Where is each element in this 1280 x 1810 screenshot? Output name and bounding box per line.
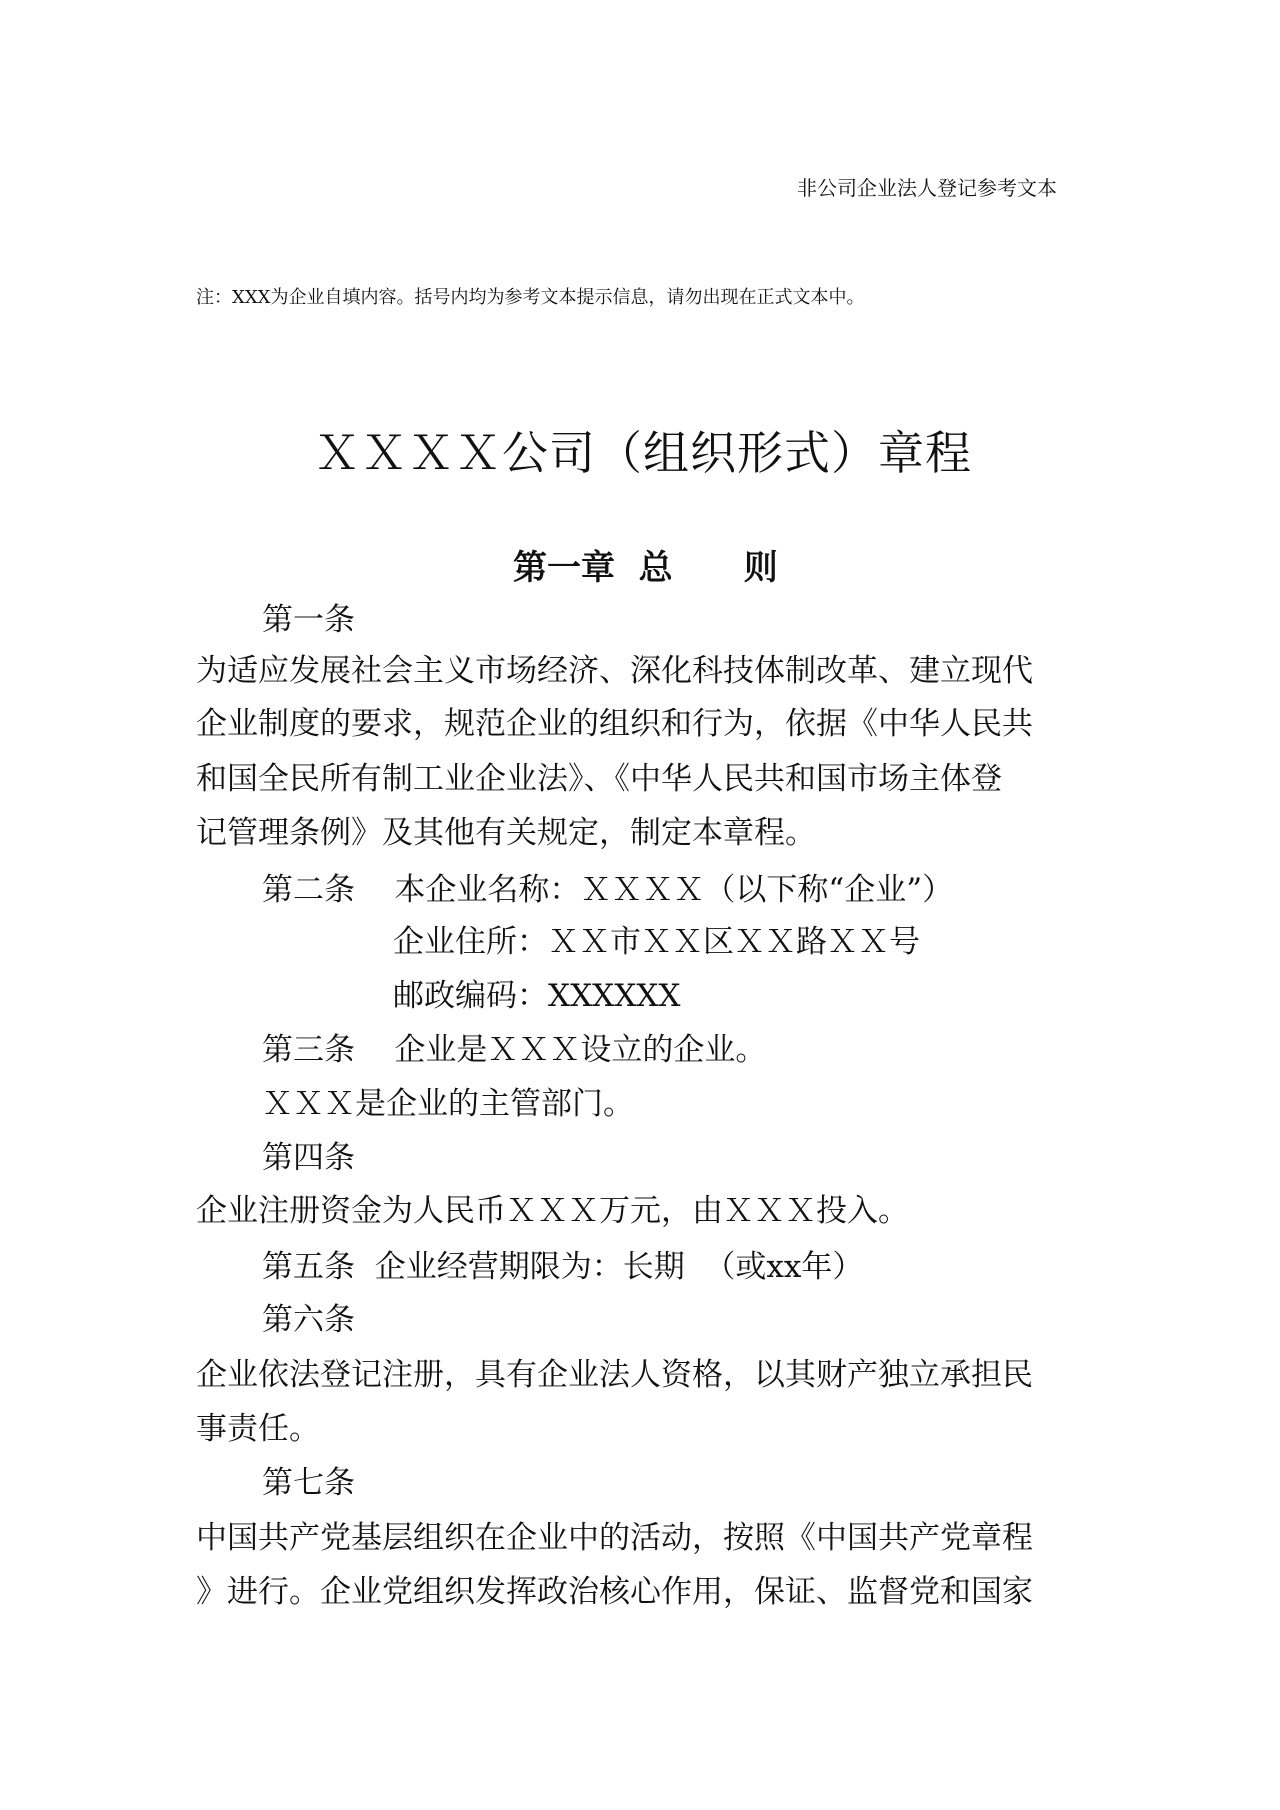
article-6-line: 事责任。 — [196, 1411, 320, 1447]
article-6-line: 企业依法登记注册，具有企业法人资格，以其财产独立承担民 — [196, 1357, 1033, 1393]
article-7-line: 》进行。企业党组织发挥政治核心作用，保证、监督党和国家 — [196, 1574, 1033, 1610]
article-7-line: 中国共产党基层组织在企业中的活动，按照《中国共产党章程 — [196, 1520, 1033, 1556]
article-6-heading: 第六条 — [262, 1302, 355, 1338]
article-7-heading: 第七条 — [262, 1465, 355, 1501]
document-title: ＸＸＸＸ公司（组织形式）章程 — [314, 426, 972, 480]
article-4-line: 企业注册资金为人民币ＸＸＸ万元，由ＸＸＸ投入。 — [196, 1193, 909, 1229]
article-2-postcode: 邮政编码：XXXXXX — [393, 978, 681, 1014]
article-5-line: 第五条 企业经营期限为：长期 （或xx年） — [262, 1249, 864, 1285]
article-4-heading: 第四条 — [262, 1140, 355, 1176]
article-1-heading: 第一条 — [262, 602, 355, 638]
article-1-line: 为适应发展社会主义市场经济、深化科技体制改革、建立现代 — [196, 653, 1033, 689]
article-2-name: 第二条 本企业名称：ＸＸＸＸ（以下称“企业”） — [262, 872, 954, 908]
chapter-title: 第一章 总 则 — [513, 548, 778, 588]
article-3-line: 第三条 企业是ＸＸＸ设立的企业。 — [262, 1032, 767, 1068]
document-type-header: 非公司企业法人登记参考文本 — [797, 176, 1057, 200]
article-1-line: 记管理条例》及其他有关规定，制定本章程。 — [196, 815, 816, 851]
instruction-note: 注：XXX为企业自填内容。括号内均为参考文本提示信息，请勿出现在正式文本中。 — [196, 287, 865, 308]
article-2-address: 企业住所：ＸＸ市ＸＸ区ＸＸ路ＸＸ号 — [393, 924, 920, 960]
article-1-line: 企业制度的要求，规范企业的组织和行为，依据《中华人民共 — [196, 706, 1033, 742]
article-1-line: 和国全民所有制工业企业法》、《中华人民共和国市场主体登 — [196, 761, 1002, 797]
article-3-line: ＸＸＸ是企业的主管部门。 — [262, 1086, 634, 1122]
